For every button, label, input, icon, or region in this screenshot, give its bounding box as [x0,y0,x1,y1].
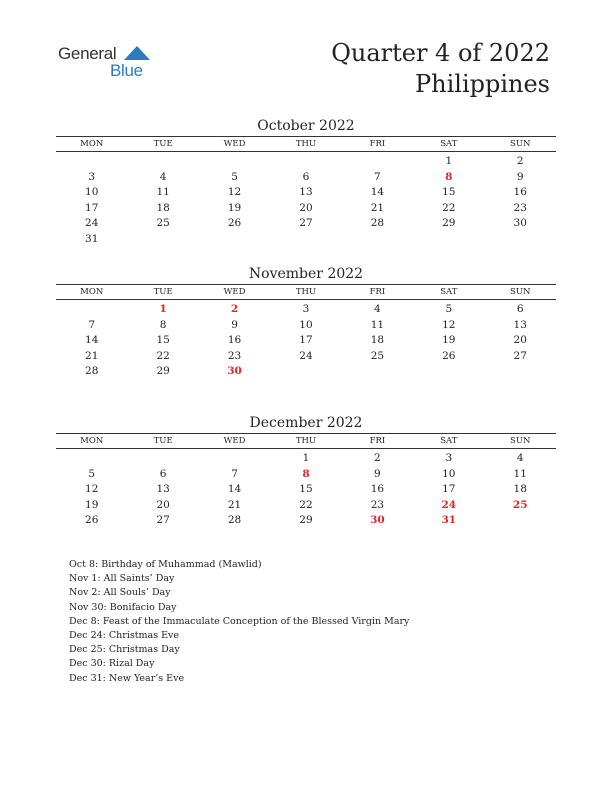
holiday-item: Nov 1: All Saints’ Day [69,573,175,585]
weekday-label: WED [223,139,246,149]
weekday-label: TUE [153,287,173,297]
week-row [56,216,556,232]
day-cell: 19 [85,498,99,511]
day-cell: 4 [516,452,524,464]
weekday-label: FRI [369,139,386,149]
day-cell: 11 [156,186,170,198]
day-cell: 7 [88,318,96,331]
day-cell: 3 [445,452,453,464]
week-row [56,318,556,334]
day-cell: 13 [299,186,313,198]
day-cell: 25 [370,349,385,362]
day-cell: 21 [85,349,99,362]
empty-day-cell [56,154,127,170]
day-cell: 23 [227,349,242,362]
day-cell: 14 [370,186,385,198]
empty-day-cell [342,364,413,380]
day-cell: 18 [370,334,385,346]
day-cell: 14 [227,483,242,495]
empty-day-cell [485,232,556,248]
week-row [56,170,556,186]
day-cell: 6 [302,170,310,183]
holiday-item: Dec 31: New Year’s Eve [69,672,185,684]
weekday-label: TUE [153,436,173,446]
day-cell: 29 [299,514,313,526]
day-cell: 18 [513,483,527,495]
weekday-label: THU [295,436,317,446]
day-cell: 13 [513,318,527,331]
day-cell: 16 [227,334,242,346]
empty-day-cell [56,451,127,467]
month-december [56,413,556,529]
day-cell: 1 [159,303,167,315]
day-cell: 5 [88,467,96,480]
week-row [56,513,556,529]
day-cell: 22 [299,498,313,511]
day-cell: 17 [299,334,313,346]
week-row [56,333,556,349]
weekday-label: SUN [510,287,531,297]
holiday-list [69,558,409,686]
day-cell: 23 [370,498,385,511]
empty-day-cell [270,232,341,248]
weekday-label: THU [295,139,317,149]
empty-day-cell [485,364,556,380]
month-october [56,116,556,247]
day-cell: 24 [441,498,457,511]
day-cell: 16 [513,186,527,198]
holiday-item: Dec 30: Rizal Day [69,658,155,670]
logo-general-text: General [58,44,117,63]
day-cell: 10 [85,186,99,198]
day-cell: 2 [374,452,381,464]
day-cell: 12 [227,186,242,198]
day-cell: 15 [442,186,456,198]
weekday-label: SAT [440,139,458,149]
holiday-item: Oct 8: Birthday of Muhammad (Mawlid) [69,559,262,570]
weekday-header [56,433,556,449]
empty-day-cell [127,232,198,248]
day-cell: 17 [442,483,456,495]
empty-day-cell [127,154,198,170]
day-cell: 26 [442,349,456,362]
weekday-label: SAT [440,436,458,446]
empty-day-cell [199,154,270,170]
day-cell: 20 [156,498,170,511]
holiday-item: Nov 30: Bonifacio Day [69,601,177,613]
day-cell: 11 [513,467,527,480]
day-cell: 31 [441,514,457,526]
day-cell: 30 [227,365,242,377]
holiday-item: Dec 8: Feast of the Immaculate Conception of the Blessed Virgin Mary [69,615,410,627]
day-cell: 9 [374,467,381,480]
day-cell: 8 [302,467,310,480]
holiday-item: Dec 24: Christmas Eve [69,630,180,642]
day-cell: 27 [299,217,313,229]
day-cell: 21 [370,201,385,214]
day-cell: 10 [442,467,456,480]
weekday-label: FRI [369,436,386,446]
empty-day-cell [270,364,341,380]
day-cell: 21 [227,498,242,511]
day-cell: 24 [85,217,99,229]
day-cell: 5 [231,170,238,183]
day-cell: 17 [85,201,99,214]
empty-day-cell [413,232,484,248]
logo-blue-text: Blue [110,61,143,80]
holiday-item: Nov 2: All Souls’ Day [69,587,171,599]
week-row [56,185,556,201]
day-cell: 8 [445,170,453,183]
day-cell: 18 [156,201,170,214]
month-title: December 2022 [249,415,363,431]
day-cell: 30 [370,514,385,526]
day-cell: 22 [442,201,456,214]
empty-day-cell [342,154,413,170]
day-cell: 20 [513,334,527,346]
week-row [56,467,556,483]
logo-triangle-icon [124,46,150,60]
day-cell: 5 [445,303,453,315]
weekday-label: MON [80,436,104,446]
week-row [56,482,556,498]
week-row [56,302,556,318]
day-cell: 12 [85,483,99,495]
weekday-label: TUE [153,139,173,149]
weekday-header [56,284,556,300]
day-cell: 29 [156,365,170,377]
day-cell: 6 [516,303,524,315]
weekday-label: SAT [440,287,458,297]
day-cell: 27 [156,514,170,526]
day-cell: 25 [156,217,170,229]
title-quarter: Quarter 4 of 2022 [331,39,550,67]
empty-day-cell [127,451,198,467]
day-cell: 15 [299,483,313,495]
day-cell: 6 [159,467,167,480]
day-cell: 9 [516,170,524,183]
day-cell: 19 [227,201,242,214]
day-cell: 12 [442,318,456,331]
weekday-header [56,136,556,152]
weekday-label: MON [80,287,104,297]
day-cell: 13 [156,483,170,495]
day-cell: 9 [231,318,238,331]
empty-day-cell [56,302,127,318]
day-cell: 19 [442,334,456,346]
day-cell: 7 [374,170,381,183]
day-cell: 8 [159,318,167,331]
day-cell: 27 [513,349,527,362]
day-cell: 3 [88,170,96,183]
day-cell: 28 [370,217,385,229]
month-november [56,264,556,380]
day-cell: 2 [230,303,239,315]
week-row [56,451,556,467]
week-row [56,349,556,365]
empty-day-cell [199,451,270,467]
month-title: November 2022 [248,266,364,282]
empty-day-cell [413,364,484,380]
day-cell: 3 [302,303,310,315]
weekday-label: FRI [369,287,386,297]
empty-day-cell [199,232,270,248]
day-cell: 25 [512,498,528,511]
empty-day-cell [270,154,341,170]
weekday-label: WED [223,436,246,446]
day-cell: 28 [227,514,242,526]
day-cell: 22 [156,349,170,362]
day-cell: 2 [516,155,524,167]
weekday-label: MON [80,139,104,149]
page-title [331,38,550,100]
month-title: October 2022 [257,118,355,134]
empty-day-cell [342,232,413,248]
day-cell: 4 [159,170,167,183]
day-cell: 10 [299,318,313,331]
day-cell: 26 [85,514,99,526]
day-cell: 1 [445,155,453,167]
day-cell: 30 [513,217,527,229]
generalblue-logo [58,44,158,84]
empty-day-cell [485,513,556,529]
weekday-label: SUN [510,139,531,149]
day-cell: 26 [227,217,242,229]
day-cell: 24 [299,349,313,362]
week-row [56,364,556,380]
week-row [56,498,556,514]
day-cell: 7 [231,467,238,480]
weekday-label: WED [223,287,246,297]
day-cell: 23 [513,201,527,214]
week-row [56,154,556,170]
day-cell: 14 [85,334,99,346]
weekday-label: SUN [510,436,531,446]
day-cell: 31 [85,232,99,245]
day-cell: 4 [374,303,381,315]
day-cell: 15 [156,334,170,346]
day-cell: 1 [302,452,310,464]
day-cell: 29 [442,217,456,229]
day-cell: 11 [370,318,385,331]
day-cell: 28 [85,365,99,377]
weekday-label: THU [295,287,317,297]
day-cell: 20 [299,201,313,214]
day-cell: 16 [370,483,385,495]
week-row [56,232,556,248]
title-country: Philippines [414,70,550,98]
week-row [56,201,556,217]
holiday-item: Dec 25: Christmas Day [69,644,180,656]
